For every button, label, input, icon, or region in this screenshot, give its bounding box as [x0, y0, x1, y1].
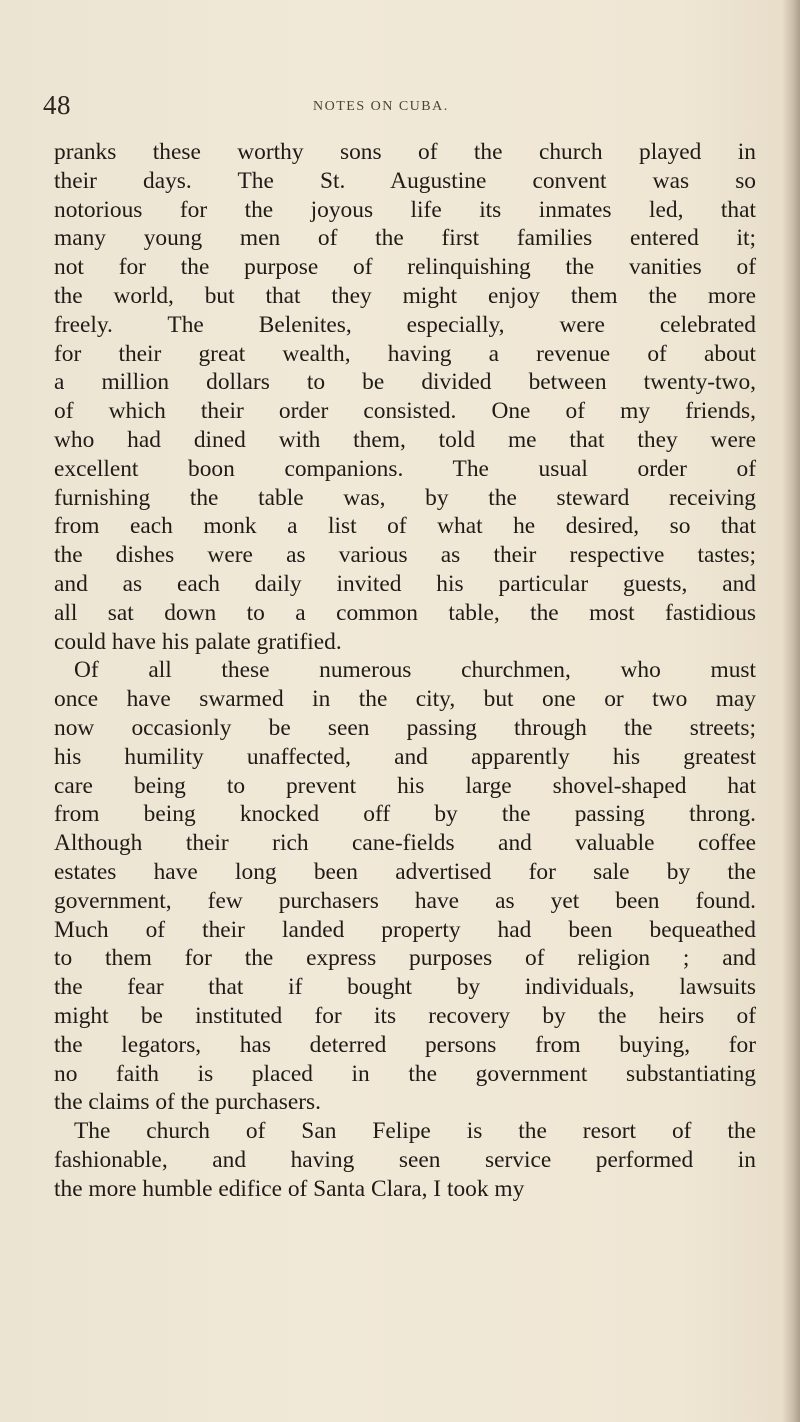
text-line: from being knocked off by the passing throng. — [54, 801, 756, 828]
text-line: many young men of the first families entered it; — [54, 225, 756, 252]
text-line: not for the purpose of relinquishing the vanities of — [54, 254, 756, 281]
text-line: to them for the express purposes of religion ; and — [54, 945, 756, 972]
text-line: Of all these numerous churchmen, who must — [74, 657, 756, 684]
text-line: their days. The St. Augustine convent was so — [54, 167, 756, 194]
text-line: Although their rich cane-fields and valuable coffee — [54, 830, 756, 857]
text-line: his humility unaffected, and apparently his greatest — [54, 743, 756, 770]
text-line: the fear that if bought by individuals, lawsuits — [54, 974, 756, 1001]
paragraph-2 — [54, 656, 756, 1117]
text-line: Much of their landed property had been bequeathed — [54, 916, 756, 943]
text-line: could have his palate gratified. — [54, 628, 342, 655]
text-line: no faith is placed in the government substantiating — [54, 1060, 756, 1087]
text-line: who had dined with them, told me that they were — [54, 426, 756, 453]
text-line: care being to prevent his large shovel-shaped hat — [54, 772, 756, 799]
text-line: the dishes were as various as their respective tastes; — [54, 542, 756, 569]
text-line: government, few purchasers have as yet been found. — [54, 887, 756, 914]
paragraph-3 — [54, 1117, 756, 1203]
text-line: The church of San Felipe is the resort of the — [74, 1118, 756, 1145]
text-line: now occasionly be seen passing through the streets; — [54, 714, 756, 741]
text-line: and as each daily invited his particular guests, and — [54, 570, 756, 597]
running-head — [43, 88, 743, 128]
body-text — [54, 138, 756, 1203]
text-line: freely. The Belenites, especially, were celebrated — [54, 311, 756, 338]
text-line: pranks these worthy sons of the church played in — [54, 139, 756, 165]
text-line: might be instituted for its recovery by the heirs of — [54, 1002, 756, 1029]
page-edge-shadow — [782, 0, 800, 1422]
text-line: fashionable, and having seen service performed in — [54, 1146, 756, 1173]
text-line: the world, but that they might enjoy them the more — [54, 282, 756, 309]
text-line: for their great wealth, having a revenue of about — [54, 340, 756, 367]
text-line: from each monk a list of what he desired, so that — [54, 513, 756, 540]
text-line: the legators, has deterred persons from buying, for — [54, 1031, 756, 1058]
text-line: notorious for the joyous life its inmates led, that — [54, 196, 756, 223]
paragraph-1 — [54, 138, 756, 656]
running-title: NOTES ON CUBA. — [313, 99, 449, 114]
text-line: of which their order consisted. One of my friends, — [54, 398, 756, 425]
text-line: the claims of the purchasers. — [54, 1089, 321, 1116]
text-line: all sat down to a common table, the most fastidious — [54, 599, 756, 626]
text-line: estates have long been advertised for sale by the — [54, 858, 756, 885]
text-line: furnishing the table was, by the steward receiving — [54, 484, 756, 511]
text-line: excellent boon companions. The usual order of — [54, 455, 756, 482]
text-line: the more humble edifice of Santa Clara, I took my — [54, 1175, 525, 1202]
page-number: 48 — [43, 90, 71, 120]
text-line: once have swarmed in the city, but one or two may — [54, 686, 756, 713]
text-line: a million dollars to be divided between twenty-two, — [54, 369, 756, 396]
